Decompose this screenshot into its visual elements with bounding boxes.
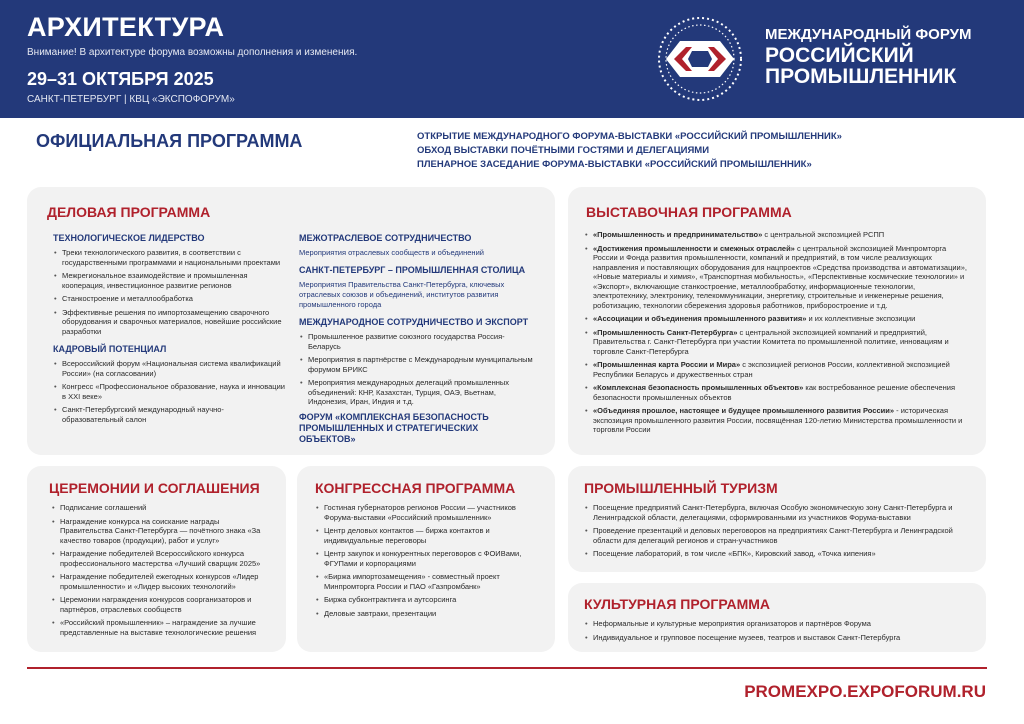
exhibition-item-name: «Ассоциации и объединения промышленного развития» (593, 314, 807, 323)
list-item: • Всероссийский форум «Национальная система квалификаций России» (на согласовании) (53, 359, 285, 378)
list-item: • Награждение победителей ежегодных конкурсов «Лидер промышленности» и «Лидер высоких технологий» (51, 572, 273, 591)
list-item: • «Биржа импортозамещения» - совместный проект Минпромторга России и ПАО «Газпромбанк» (315, 572, 541, 591)
culture-list (584, 619, 972, 646)
list-item (584, 383, 972, 402)
event-place: САНКТ-ПЕТЕРБУРГ | КВЦ «ЭКСПОФОРУМ» (27, 94, 235, 105)
business-right-column (299, 233, 535, 449)
list-item (584, 230, 972, 240)
exhibition-item-text: с экспозицией регионов России, коллективной экспозицией Республики Беларусь и дружественных стран (593, 360, 950, 379)
list-item: • Неформальные и культурные мероприятия организаторов и партнёров Форума (584, 619, 972, 629)
cross-industry-title: МЕЖОТРАСЛЕВОЕ СОТРУДНИЧЕСТВО (299, 233, 472, 243)
exhibition-program-card (568, 187, 986, 455)
tourism-card (568, 466, 986, 572)
event-dates: 29–31 ОКТЯБРЯ 2025 (27, 69, 214, 89)
tourism-title: ПРОМЫШЛЕННЫЙ ТУРИЗМ (584, 480, 778, 496)
official-program-title: ОФИЦИАЛЬНАЯ ПРОГРАММА (36, 131, 303, 151)
business-program-title: ДЕЛОВАЯ ПРОГРАММА (47, 204, 211, 220)
exhibition-list (584, 230, 972, 439)
list-item: • Посещение предприятий Санкт-Петербурга, включая Особую экономическую зону Санкт-Петербурга и Ленинградской области, делегациями, сформированными из участников Форума-выставки (584, 503, 956, 522)
list-item (584, 360, 972, 379)
staff-potential-title: КАДРОВЫЙ ПОТЕНЦИАЛ (53, 344, 167, 354)
exhibition-item-name: «Объединяя прошлое, настоящее и будущее промышленного развития России» (593, 406, 895, 415)
list-item (584, 406, 972, 435)
business-program-card (27, 187, 555, 455)
list-item: • Эффективные решения по импортозамещению сварочного оборудования и сварочных материалов, новейшие российские разработки (53, 308, 285, 337)
list-item: • Конгресс «Профессиональное образование, наука и инновации в XXI веке» (53, 382, 285, 401)
list-item: • Промышленное развитие союзного государства Россия-Беларусь (299, 332, 535, 351)
list-item: • Церемонии награждения конкурсов соорганизаторов и партнёров, отраслевых сообществ (51, 595, 273, 614)
footer-divider (27, 667, 987, 669)
list-item: • Станкостроение и металлообработка (53, 294, 285, 304)
architecture-note: Внимание! В архитектуре форума возможны дополнения и изменения. (27, 47, 358, 58)
list-item (584, 328, 972, 357)
intl-cooperation-title: МЕЖДУНАРОДНОЕ СОТРУДНИЧЕСТВО И ЭКСПОРТ (299, 317, 529, 327)
list-item: • Мероприятия в партнёрстве с Международным муниципальным форумом БРИКС (299, 355, 535, 374)
spb-capital-title: САНКТ-ПЕТЕРБУРГ – ПРОМЫШЛЕННАЯ СТОЛИЦА (299, 265, 526, 275)
ceremonies-title: ЦЕРЕМОНИИ И СОГЛАШЕНИЯ (49, 480, 260, 496)
list-item: • Межрегиональное взаимодействие и промышленная кооперация, инвестиционное развитие регионов (53, 271, 285, 290)
official-item: ОБХОД ВЫСТАВКИ ПОЧЁТНЫМИ ГОСТЯМИ И ДЕЛЕГАЦИЯМИ (417, 145, 710, 156)
list-item: • Мероприятия международных делегаций промышленных объединений: КНР, Казахстан, Турция, ОАЭ, Вьетнам, Индонезия, Иран, Индия и т.д. (299, 378, 535, 407)
page-title: АРХИТЕКТУРА (27, 12, 225, 42)
cross-industry-note: Мероприятия отраслевых сообществ и объединений (299, 248, 484, 257)
official-item: ОТКРЫТИЕ МЕЖДУНАРОДНОГО ФОРУМА-ВЫСТАВКИ «РОССИЙСКИЙ ПРОМЫШЛЕННИК» (417, 131, 842, 142)
list-item: • Проведение презентаций и деловых переговоров на предприятиях Санкт-Петербурга и Ленинградской области для делегаций регионов и стран-участников (584, 526, 956, 545)
list-item: • Санкт-Петербургский международный научно-образовательный салон (53, 405, 285, 424)
forum-name-line3: ПРОМЫШЛЕННИК (765, 65, 957, 88)
list-item: • Подписание соглашений (51, 503, 273, 513)
tech-leadership-title: ТЕХНОЛОГИЧЕСКОЕ ЛИДЕРСТВО (53, 233, 205, 243)
list-item: • Индивидуальное и групповое посещение музеев, театров и выставок Санкт-Петербурга (584, 633, 972, 643)
exhibition-item-text: как востребованное решение обеспечения безопасности промышленных объектов (593, 383, 955, 402)
exhibition-program-title: ВЫСТАВОЧНАЯ ПРОГРАММА (586, 204, 792, 220)
exhibition-item-name: «Промышленная карта России и Мира» (593, 360, 741, 369)
forum-name-line2: РОССИЙСКИЙ (765, 44, 914, 67)
header-banner (0, 0, 1024, 118)
website-link[interactable]: PROMEXPO.EXPOFORUM.RU (744, 682, 986, 701)
list-item: • Деловые завтраки, презентации (315, 609, 541, 619)
security-forum-title: ФОРУМ «КОМПЛЕКСНАЯ БЕЗОПАСНОСТЬ ПРОМЫШЛЕННЫХ И СТРАТЕГИЧЕСКИХ ОБЪЕКТОВ» (299, 411, 489, 444)
tourism-list (584, 503, 956, 563)
intl-cooperation-list (299, 332, 535, 407)
forum-name-line1: МЕЖДУНАРОДНЫЙ ФОРУМ (765, 26, 972, 43)
list-item: • Биржа субконтрактинга и аутсорсинга (315, 595, 541, 605)
exhibition-item-name: «Промышленность Санкт-Петербурга» (593, 327, 738, 337)
list-item: • Треки технологического развития, в соответствии с государственными программами и национальными проектами (53, 248, 285, 267)
list-item: • Награждение победителей Всероссийского конкурса профессионального мастерства «Лучший сварщик 2025» (51, 549, 273, 568)
business-left-column (53, 233, 285, 429)
exhibition-item-name: «Комплексная безопасность промышленных объектов» (593, 383, 804, 392)
exhibition-item-name: «Достижения промышленности и смежных отраслей» (593, 243, 795, 253)
official-item: ПЛЕНАРНОЕ ЗАСЕДАНИЕ ФОРУМА-ВЫСТАВКИ «РОССИЙСКИЙ ПРОМЫШЛЕННИК» (417, 159, 812, 170)
list-item: • «Российский промышленник» – награждение за лучшие представленные на выставке технологические решения (51, 618, 273, 637)
tech-leadership-list (53, 248, 285, 336)
culture-card (568, 583, 986, 652)
ceremonies-list (51, 503, 273, 641)
exhibition-item-name: «Промышленность и предпринимательство» (593, 230, 763, 239)
staff-potential-list (53, 359, 285, 424)
list-item: • Гостиная губернаторов регионов России — участников Форума-выставки «Российский промышленник» (315, 503, 541, 522)
congress-list (315, 503, 541, 622)
culture-title: КУЛЬТУРНАЯ ПРОГРАММА (584, 596, 771, 612)
official-program-list (417, 130, 1007, 172)
list-item: • Награждение конкурса на соискание награды Правительства Санкт-Петербурга — почётного знака «За качество товаров (продукции), работ и услуг» (51, 517, 273, 546)
list-item: • Центр закупок и конкурентных переговоров с ФОИВами, ФГУПами и корпорациями (315, 549, 541, 568)
list-item (584, 314, 972, 324)
exhibition-item-text: с центральной экспозицией РСПП (762, 230, 885, 239)
spb-capital-note: Мероприятия Правительства Санкт-Петербурга, ключевых отраслевых союзов и объединений, институтов развития промышленного города (299, 280, 505, 309)
forum-logo-icon (652, 16, 748, 102)
ceremonies-card (27, 466, 286, 652)
congress-title: КОНГРЕССНАЯ ПРОГРАММА (315, 480, 516, 496)
list-item: • Посещение лабораторий, в том числе «БПК», Кировский завод, «Точка кипения» (584, 549, 956, 559)
congress-card (297, 466, 555, 652)
exhibition-item-text: - историческая экспозиция промышленного развития России, посвящённая 120-летию Министерства промышленности и торговли России (593, 406, 963, 434)
exhibition-item-text: и их коллективные экспозиции (806, 314, 916, 323)
exhibition-item-text: с центральной экспозицией компаний и предприятий, Правительства г. Санкт-Петербурга при участии Комитета по промышленной политике, инновациям и торговле Санкт-Петербурга (593, 327, 949, 356)
exhibition-item-text: с центральной экспозицией Минпромторга России и Фонда развития промышленности, компаний и предприятий, в том числе реализующих направления и поставляющих оборудования для нацпроектов «Средства производства и автоматизации», «Новые материалы и химия», «Транспортная мобильность», «Перспективные космические технологии» и «Экспорт», включающие станкостроение, металлообработку, информационные технологии, электротехнику, электронику, телекоммуникации, энергетику, строительные и инженерные решения, роботизацию, технологии сбережения здоровья работников, приборостроение и т.д. (593, 243, 968, 310)
list-item: • Центр деловых контактов — биржа контактов и индивидуальные переговоры (315, 526, 541, 545)
list-item (584, 244, 972, 311)
